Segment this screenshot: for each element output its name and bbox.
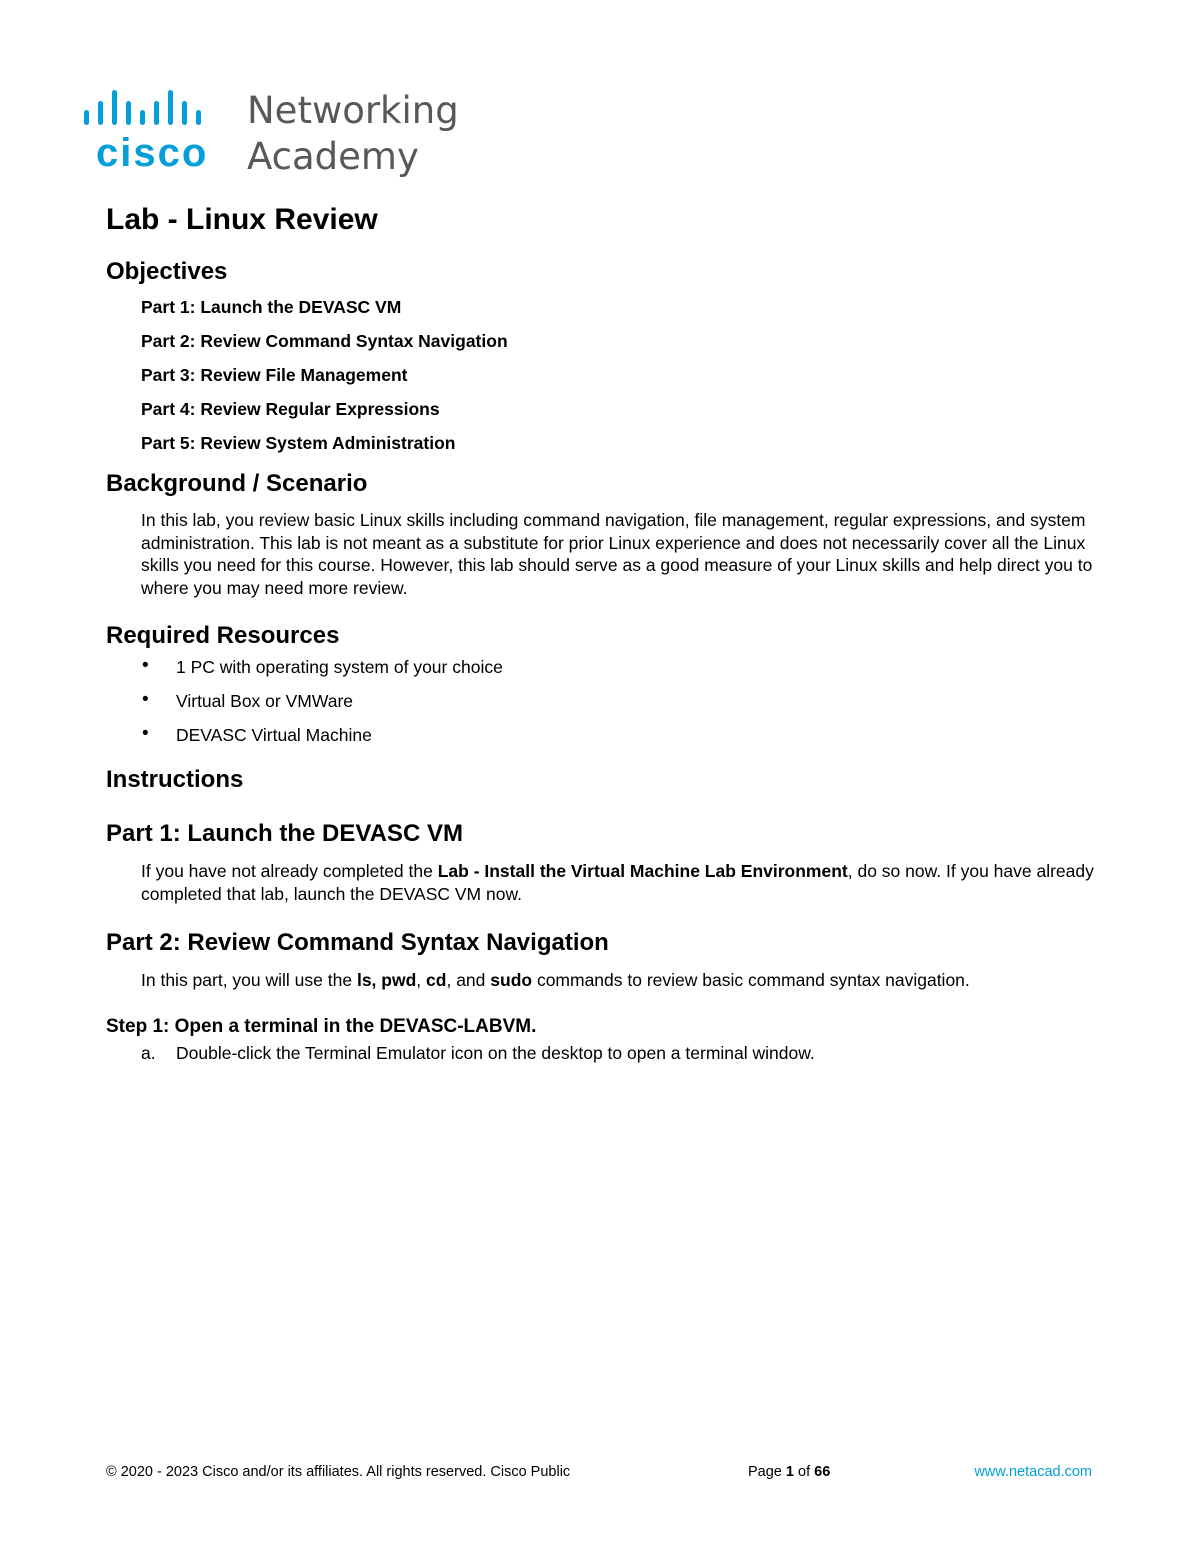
resource-item: • 1 PC with operating system of your choice <box>141 656 1096 678</box>
cmd-ls: ls, <box>356 970 377 990</box>
resources-list <box>141 656 1096 746</box>
step-letter: a. <box>141 1042 156 1063</box>
cmd-sudo: sudo <box>490 970 533 990</box>
objective-item: Part 5: Review System Administration <box>141 433 456 453</box>
resources-heading: Required Resources <box>106 622 340 649</box>
logo-line-networking: Networking <box>247 89 459 132</box>
part2-heading: Part 2: Review Command Syntax Navigation <box>106 929 609 956</box>
step1-heading: Step 1: Open a terminal in the DEVASC-LABVM. <box>106 1015 537 1037</box>
part1-text: If you have not already completed the Lab - Install the Virtual Machine Lab Environment, do so now. If you have already completed that lab, launch the DEVASC VM now. <box>141 861 1094 904</box>
objectives-list <box>141 296 1096 454</box>
objectives-heading: Objectives <box>106 258 228 285</box>
page-number: Page 1 of 66 <box>748 1464 831 1480</box>
instructions-heading: Instructions <box>106 766 244 793</box>
objective-item: Part 2: Review Command Syntax Navigation <box>141 331 508 351</box>
cisco-bridge-icon <box>84 86 474 178</box>
page-title: Lab - Linux Review <box>106 203 378 236</box>
cmd-pwd: pwd <box>381 970 417 990</box>
copyright-text: © 2020 - 2023 Cisco and/or its affiliates. All rights reserved. Cisco Public <box>106 1464 571 1480</box>
objective-item: Part 4: Review Regular Expressions <box>141 399 440 419</box>
part1-heading: Part 1: Launch the DEVASC VM <box>106 820 463 847</box>
objective-item: Part 3: Review File Management <box>141 365 408 385</box>
logo-line-academy: Academy <box>247 135 419 178</box>
cisco-networking-academy-logo <box>84 86 474 178</box>
cisco-wordmark: cisco <box>96 131 209 175</box>
netacad-link[interactable]: www.netacad.com <box>974 1464 1092 1480</box>
part2-text: In this part, you will use the ls, pwd, cd, and sudo commands to review basic command syntax navigation. <box>141 970 970 990</box>
cmd-cd: cd <box>426 970 447 990</box>
objective-item: Part 1: Launch the DEVASC VM <box>141 297 402 317</box>
step-text: Double-click the Terminal Emulator icon on the desktop to open a terminal window. <box>176 1042 815 1063</box>
document-body <box>106 198 1096 1064</box>
step1-item-a <box>141 1042 1096 1064</box>
background-text: In this lab, you review basic Linux skills including command navigation, file management, regular expressions, and system administration. This lab is not meant as a substitute for prior Linux experience and does not necessarily cover all the Linux skills you need for this course. However, this lab should serve as a good measure of your Linux skills and help direct you to where you may need more review. <box>141 510 1093 598</box>
background-heading: Background / Scenario <box>106 470 368 497</box>
resource-item: • DEVASC Virtual Machine <box>141 724 1096 746</box>
lab-reference: Lab - Install the Virtual Machine Lab Environment <box>437 861 848 881</box>
page-footer <box>106 1464 1096 1484</box>
resource-item: • Virtual Box or VMWare <box>141 690 1096 712</box>
